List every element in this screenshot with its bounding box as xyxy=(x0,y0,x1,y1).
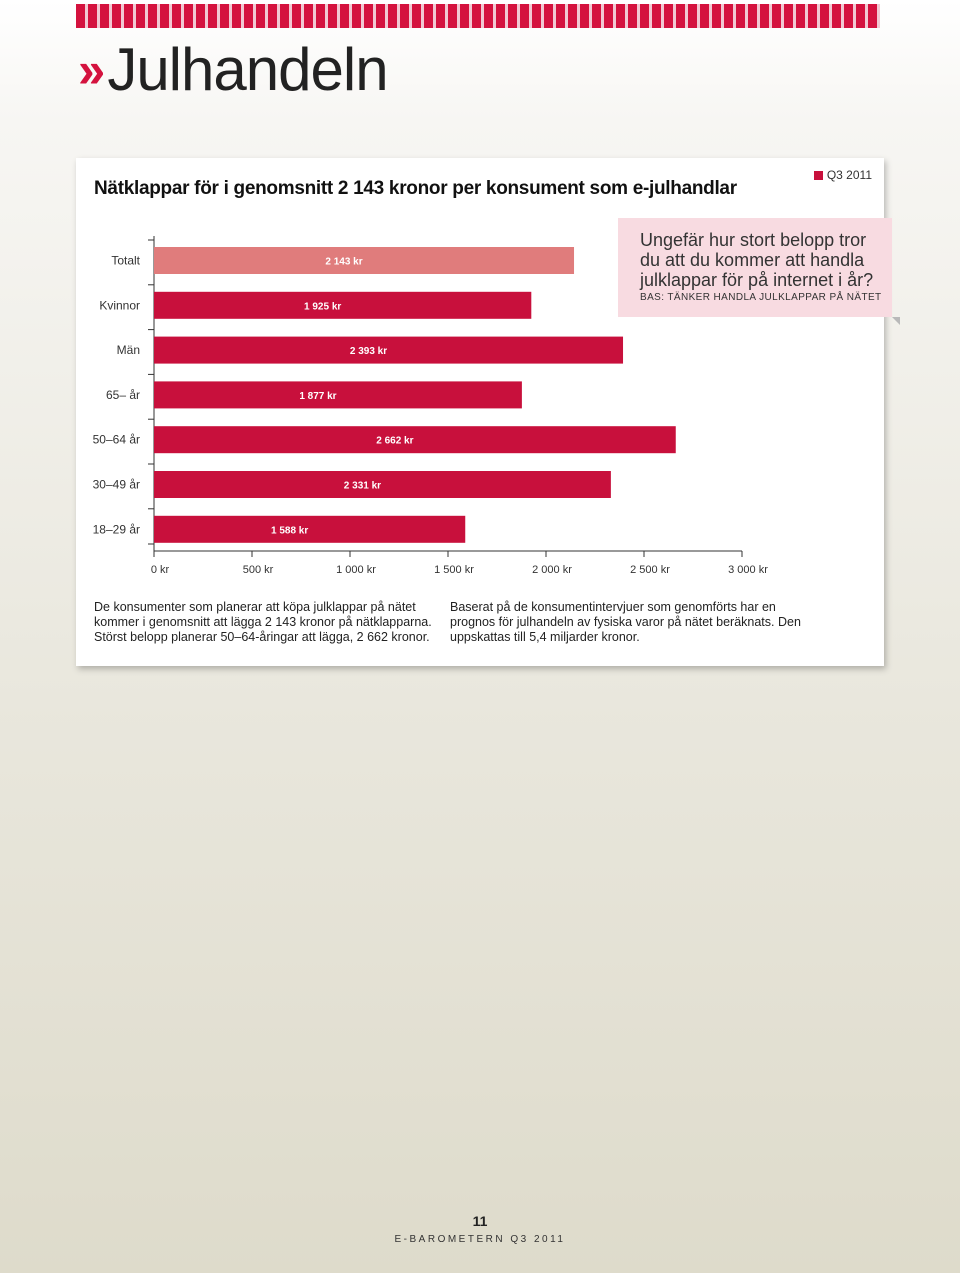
bar-value-label: 2 331 kr xyxy=(343,480,382,492)
corner-fold xyxy=(892,317,900,325)
legend-label: Q3 2011 xyxy=(826,168,872,182)
x-tick-label: 1 500 kr xyxy=(434,564,474,576)
category-label: 30–49 år xyxy=(92,477,140,492)
bar xyxy=(154,381,522,408)
bar-value-label: 2 143 kr xyxy=(325,256,363,268)
category-label: 18–29 år xyxy=(92,522,140,537)
question-box xyxy=(618,218,892,317)
bar-value-label: 2 662 kr xyxy=(376,435,414,447)
survey-base: BAS: TÄNKER HANDLA JULKLAPPAR PÅ NÄTET xyxy=(640,292,882,303)
bar xyxy=(154,247,574,274)
description-left: De konsumenter som planerar att köpa julklappar på nätet kommer i genomsnitt att lägga 2 143 kronor på nätklapparna. Störst belopp planerar 50–64-åringar att lägga, 2 662 kronor. xyxy=(94,600,432,644)
footer-text: E-BAROMETERN Q3 2011 xyxy=(394,1234,566,1245)
bar-value-label: 2 393 kr xyxy=(349,346,388,358)
category-label: Totalt xyxy=(111,253,140,268)
category-label: 65– år xyxy=(105,387,140,402)
chart-heading: Nätklappar för i genomsnitt 2 143 kronor per konsument som e-julhandlar xyxy=(94,178,737,199)
bar-value-label: 1 588 kr xyxy=(270,525,309,537)
category-label: 50–64 år xyxy=(92,432,140,447)
category-label: Kvinnor xyxy=(99,298,140,313)
x-tick-label: 3 000 kr xyxy=(728,564,768,576)
bar xyxy=(154,292,531,319)
x-tick-label: 0 kr xyxy=(150,564,170,576)
chart-card xyxy=(76,158,884,666)
bar xyxy=(154,337,623,364)
bar xyxy=(154,516,465,543)
double-chevron-icon: ›› xyxy=(78,42,100,98)
bar-value-label: 1 925 kr xyxy=(304,301,342,313)
x-tick-label: 500 kr xyxy=(242,564,274,576)
page-number: 11 xyxy=(472,1213,488,1229)
survey-question: Ungefär hur stort belopp tror du att du kommer att handla julklappar för på internet i år? xyxy=(640,230,874,290)
category-label: Män xyxy=(116,343,140,358)
page-title-text: Julhandeln xyxy=(107,36,388,103)
bar xyxy=(154,471,611,498)
x-tick-label: 1 000 kr xyxy=(336,564,376,576)
x-tick-label: 2 500 kr xyxy=(630,564,670,576)
decorative-stripe-bar xyxy=(76,4,880,28)
description-right: Baserat på de konsumentintervjuer som genomförts har en prognos för julhandeln av fysiska varor på nätet beräknats. Den uppskattas till 5,4 miljarder kronor. xyxy=(450,600,801,644)
x-tick-label: 2 000 kr xyxy=(532,564,572,576)
bar-value-label: 1 877 kr xyxy=(299,390,337,402)
page-title xyxy=(78,36,388,103)
bar xyxy=(154,426,676,453)
